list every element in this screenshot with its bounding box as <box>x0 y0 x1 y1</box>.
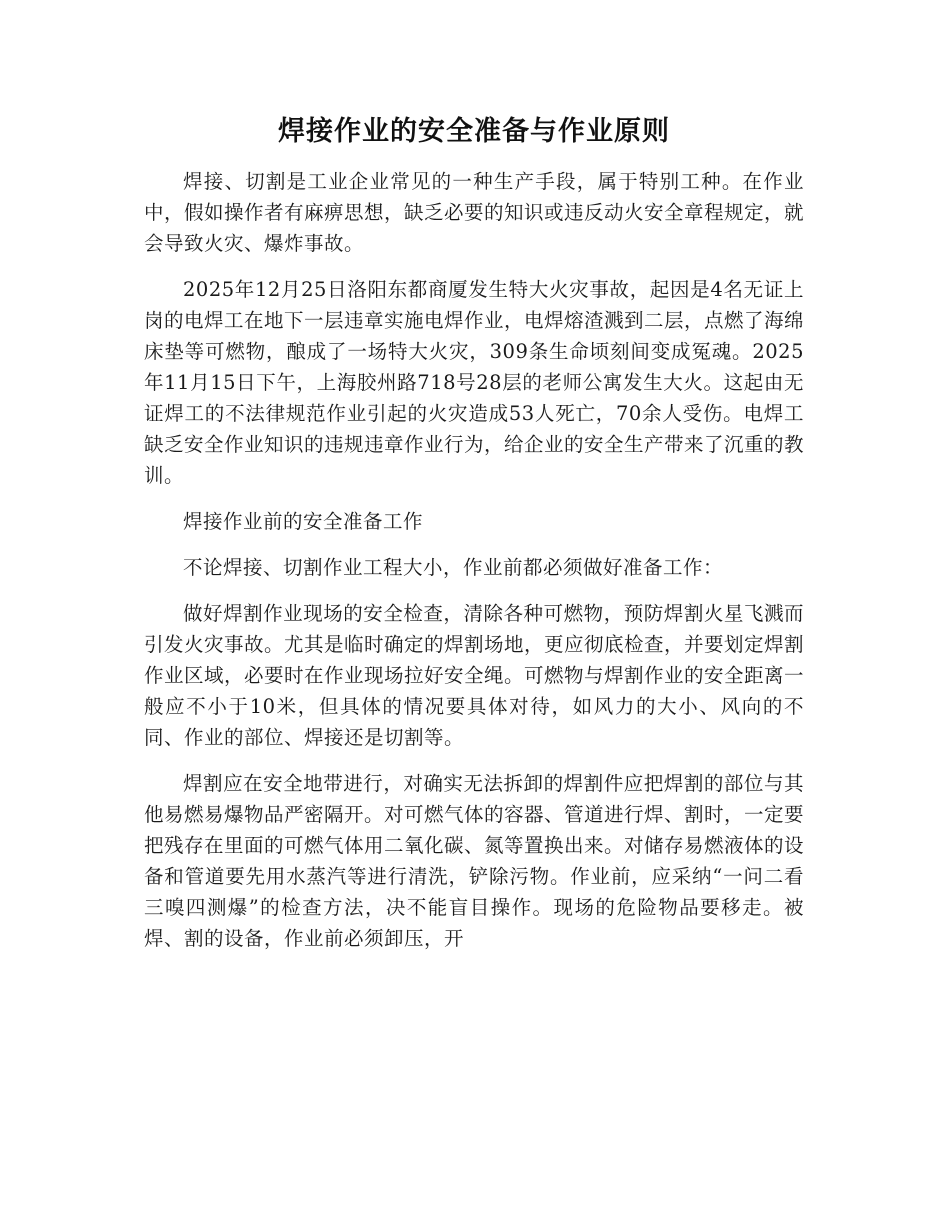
paragraph-preparation-lead: 不论焊接、切割作业工程大小，作业前都必须做好准备工作： <box>183 556 724 579</box>
paragraph-site-inspection: 做好焊割作业现场的安全检查，清除各种可燃物，预防焊割火星飞溅而引发火灾事故。尤其是临时确定的焊割场地，更应彻底检查，并要划定焊割作业区域，必要时在作业现场拉好安全绳。可燃物与焊割作业的安全距离一般应不小于10米，但具体的情况要具体对待，如风力的大小、风向的不同、作业的部位、焊接还是切割等。 <box>144 602 805 749</box>
document-body <box>144 112 804 969</box>
document-title: 焊接作业的安全准备与作业原则 <box>278 116 670 147</box>
paragraph-intro: 焊接、切割是工业企业常见的一种生产手段，属于特别工种。在作业中，假如操作者有麻痹思想，缺乏必要的知识或违反动火安全章程规定，就会导致火灾、爆炸事故。 <box>144 170 805 255</box>
paragraph-accident-cases: 2025年12月25日洛阳东都商厦发生特大火灾事故，起因是4名无证上岗的电焊工在地下一层违章实施电焊作业，电焊熔渣溅到二层，点燃了海绵床垫等可燃物，酿成了一场特大火灾，309条生命顷刻间变成冤魂。2025年11月15日下午，上海胶州路718号28层的老师公寓发生大火。这起由无证焊工的不法律规范作业引起的火灾造成53人死亡，70余人受伤。电焊工缺乏安全作业知识的违规违章作业行为，给企业的安全生产带来了沉重的教训。 <box>144 278 805 487</box>
paragraph-safe-zone: 焊割应在安全地带进行，对确实无法拆卸的焊割件应把焊割的部位与其他易燃易爆物品严密隔开。对可燃气体的容器、管道进行焊、割时，一定要把残存在里面的可燃气体用二氧化碳、氮等置换出来。对储存易燃液体的设备和管道要先用水蒸汽等进行清洗，铲除污物。作业前，应采纳“一问二看三嗅四测爆”的检查方法，决不能盲目操作。现场的危险物品要移走。被焊、割的设备，作业前必须卸压，开 <box>144 772 805 950</box>
section-heading-preparation: 焊接作业前的安全准备工作 <box>183 510 424 533</box>
